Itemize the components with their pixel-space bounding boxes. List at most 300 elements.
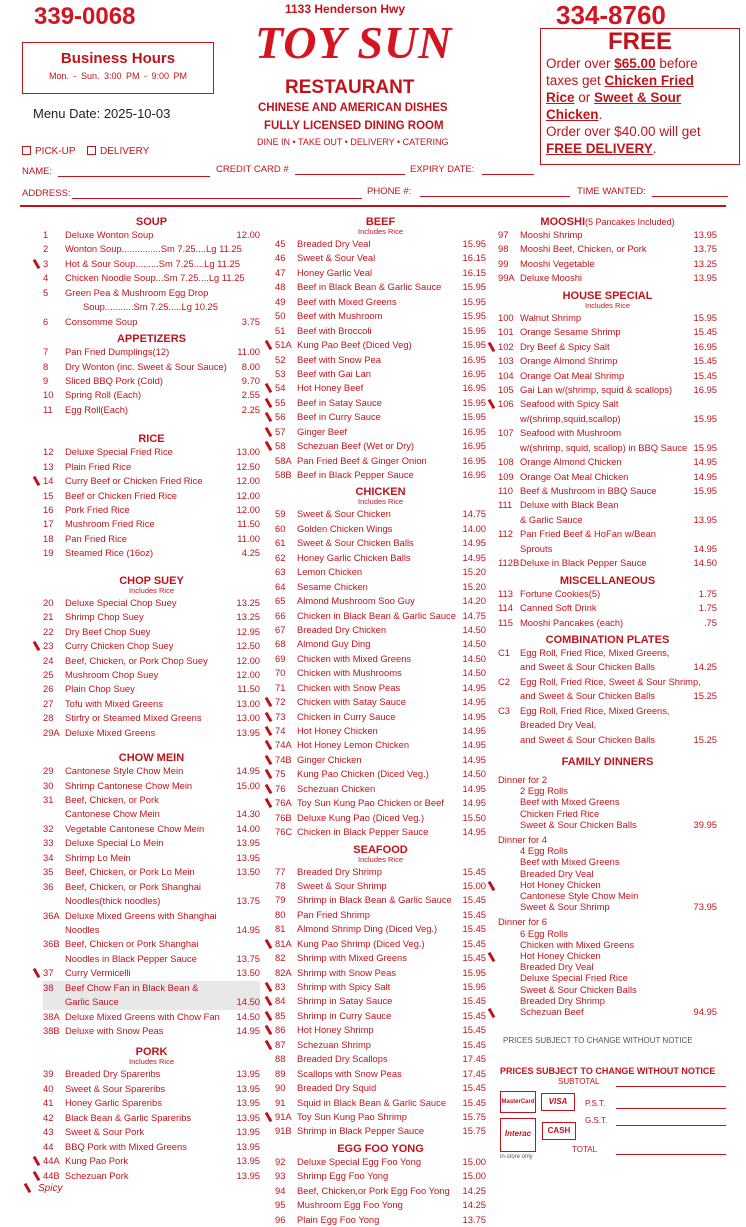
- menu-item[interactable]: [275, 724, 486, 738]
- address-field[interactable]: [72, 198, 362, 199]
- menu-item[interactable]: [43, 360, 260, 374]
- item-number: 58B: [275, 469, 292, 480]
- item-number: C2: [498, 675, 510, 687]
- menu-item[interactable]: [43, 345, 260, 359]
- item-number: 50: [275, 310, 286, 322]
- item-price: 14.75: [462, 609, 486, 621]
- menu-item[interactable]: [43, 388, 260, 402]
- item-price: 12.00: [236, 229, 260, 240]
- item-price: 15.45: [462, 1038, 486, 1050]
- menu-item[interactable]: [275, 782, 486, 796]
- menu-item[interactable]: [43, 822, 260, 836]
- item-price: 16.95: [462, 454, 486, 466]
- menu-item[interactable]: [43, 1169, 260, 1183]
- section-title: CHOP SUEY: [119, 574, 184, 587]
- item-price: 3.75: [241, 315, 260, 327]
- item-name: Plain Fried Rice: [65, 460, 132, 472]
- menu-item[interactable]: [275, 738, 486, 752]
- spicy-marker-icon: [265, 383, 273, 393]
- menu-item[interactable]: [275, 565, 486, 579]
- item-number: 1: [43, 229, 49, 240]
- menu-item[interactable]: [275, 522, 486, 536]
- item-number: 95: [275, 1199, 286, 1211]
- menu-item[interactable]: [498, 311, 717, 325]
- includes-rice-note: Includes Rice: [357, 227, 404, 236]
- item-name: Orange Sesame Shrimp: [520, 326, 621, 338]
- menu-item[interactable]: [498, 556, 717, 570]
- menu-item[interactable]: [275, 637, 486, 651]
- menu-item[interactable]: [275, 951, 486, 965]
- menu-item[interactable]: [498, 616, 717, 630]
- item-price: 16.95: [462, 353, 486, 365]
- menu-item[interactable]: [43, 807, 260, 821]
- item-price: 15.45: [462, 1082, 486, 1094]
- item-name: Fortune Cookies(5): [520, 587, 601, 599]
- menu-item[interactable]: [43, 610, 260, 624]
- menu-item[interactable]: [498, 733, 717, 747]
- item-name: Seafood with Mushroom: [520, 427, 622, 439]
- menu-item[interactable]: [43, 682, 260, 696]
- item-name: Dry Beef Chop Suey: [65, 625, 151, 637]
- menu-item[interactable]: [43, 1140, 260, 1154]
- menu-item[interactable]: [43, 668, 260, 682]
- item-number: 90: [275, 1082, 286, 1094]
- menu-item[interactable]: [498, 455, 717, 469]
- restaurant-label: RESTAURANT: [285, 77, 415, 98]
- menu-item[interactable]: [43, 937, 260, 951]
- menu-item[interactable]: [43, 697, 260, 711]
- spicy-marker-icon: [33, 476, 41, 486]
- menu-item[interactable]: [275, 980, 486, 994]
- spicy-marker-icon: [265, 398, 273, 408]
- item-price: 16.95: [462, 440, 486, 452]
- menu-column-3: [498, 212, 717, 747]
- menu-item[interactable]: [275, 966, 486, 980]
- item-number: 45: [275, 238, 286, 249]
- item-name: Shrimp in Satay Sauce: [297, 995, 393, 1007]
- item-price: 14.00: [462, 522, 486, 534]
- menu-item[interactable]: [275, 865, 486, 879]
- menu-item[interactable]: [275, 237, 486, 251]
- menu-item[interactable]: [43, 1067, 260, 1081]
- item-name: Sweet & Sour Chicken: [297, 508, 391, 520]
- menu-item[interactable]: [275, 580, 486, 594]
- item-number: 76C: [275, 826, 293, 838]
- menu-item[interactable]: [498, 527, 717, 541]
- item-number: 112: [498, 528, 513, 540]
- menu-item[interactable]: [275, 893, 486, 907]
- item-price: 15.00: [462, 1155, 486, 1167]
- menu-item[interactable]: [275, 796, 486, 810]
- item-number: 103: [498, 355, 514, 367]
- menu-item[interactable]: [43, 966, 260, 980]
- menu-item[interactable]: [275, 1009, 486, 1023]
- family-dinner-heading[interactable]: Dinner for 6: [498, 916, 547, 928]
- item-number: 62: [275, 551, 286, 563]
- menu-item[interactable]: [498, 412, 717, 426]
- section-title: COMBINATION PLATES: [545, 633, 670, 646]
- menu-item[interactable]: [498, 484, 717, 498]
- menu-item[interactable]: [498, 689, 717, 703]
- menu-item[interactable]: [275, 1198, 486, 1212]
- menu-item[interactable]: [275, 1067, 486, 1081]
- pickup-checkbox[interactable]: PICK-UP: [22, 146, 76, 157]
- menu-item[interactable]: [43, 1082, 260, 1096]
- menu-item[interactable]: [275, 767, 486, 781]
- menu-item[interactable]: [498, 601, 717, 615]
- menu-item[interactable]: [43, 726, 260, 740]
- item-price: 15.45: [693, 355, 717, 367]
- menu-item[interactable]: [43, 474, 260, 488]
- menu-item[interactable]: [43, 654, 260, 668]
- item-price: 14.30: [236, 808, 260, 820]
- menu-item[interactable]: [275, 811, 486, 825]
- item-name: Consomme Soup: [65, 315, 138, 327]
- menu-item[interactable]: [498, 513, 717, 527]
- menu-item[interactable]: [275, 536, 486, 550]
- menu-item[interactable]: [43, 779, 260, 793]
- menu-item[interactable]: [275, 681, 486, 695]
- menu-item[interactable]: [275, 825, 486, 839]
- card-field[interactable]: [295, 174, 405, 175]
- item-number: 12: [43, 446, 54, 458]
- menu-item[interactable]: [275, 937, 486, 951]
- item-number: 70: [275, 667, 286, 679]
- item-name: Schezuan Beef (Wet or Dry): [297, 440, 415, 452]
- item-number: 104: [498, 369, 514, 381]
- menu-item[interactable]: [498, 426, 717, 440]
- expiry-field[interactable]: [482, 174, 534, 175]
- menu-item[interactable]: [498, 369, 717, 383]
- item-name: Curry Chicken Chop Suey: [65, 640, 174, 652]
- item-price: 12.50: [236, 640, 260, 652]
- item-number: 36: [43, 880, 54, 892]
- menu-item[interactable]: [43, 403, 260, 417]
- menu-item[interactable]: [43, 1096, 260, 1110]
- phone-number-left[interactable]: 339-0068: [34, 3, 136, 30]
- menu-item[interactable]: [275, 1110, 486, 1124]
- menu-item[interactable]: [43, 286, 260, 300]
- item-number: 46: [275, 252, 286, 264]
- item-name: Pan Fried Beef & HoFan w/Bean: [520, 528, 657, 540]
- item-name: Schezuan Shrimp: [297, 1038, 371, 1050]
- item-number: 42: [43, 1111, 54, 1123]
- section-heading: [498, 635, 717, 646]
- menu-item[interactable]: [275, 353, 486, 367]
- menu-item[interactable]: [275, 908, 486, 922]
- item-number: 40: [43, 1082, 54, 1094]
- menu-item[interactable]: [43, 596, 260, 610]
- interac-note: in-store only: [500, 1154, 533, 1160]
- item-name: Noodles in Black Pepper Sauce: [65, 952, 197, 964]
- menu-item[interactable]: [275, 468, 486, 482]
- menu-item[interactable]: [275, 1081, 486, 1095]
- item-price: 13.75: [236, 895, 260, 907]
- menu-item[interactable]: [43, 995, 260, 1009]
- item-price: 11.00: [237, 346, 260, 358]
- menu-item[interactable]: [43, 894, 260, 908]
- total-label: TOTAL: [572, 1145, 598, 1154]
- menu-item[interactable]: [275, 309, 486, 323]
- menu-item[interactable]: [498, 542, 717, 556]
- menu-item[interactable]: [43, 546, 260, 560]
- phone-label: PHONE #:: [367, 186, 412, 197]
- item-price: 11.00: [237, 532, 260, 544]
- item-price: 15.45: [693, 369, 717, 381]
- item-price: 16.95: [693, 340, 717, 352]
- menu-item[interactable]: [275, 666, 486, 680]
- menu-item[interactable]: [275, 367, 486, 381]
- menu-item[interactable]: [498, 340, 717, 354]
- menu-item[interactable]: [43, 228, 260, 242]
- menu-item[interactable]: [43, 503, 260, 517]
- spacer: [43, 417, 260, 429]
- menu-item[interactable]: [498, 325, 717, 339]
- item-price: .75: [703, 616, 717, 628]
- menu-item[interactable]: [43, 909, 260, 923]
- total-field[interactable]: [616, 1154, 726, 1155]
- menu-item[interactable]: [275, 324, 486, 338]
- menu-item[interactable]: [275, 594, 486, 608]
- gst-field[interactable]: [616, 1125, 726, 1126]
- item-name: Ginger Beef: [297, 425, 348, 437]
- menu-item[interactable]: [43, 460, 260, 474]
- item-number: 85: [275, 1009, 286, 1021]
- menu-item[interactable]: [275, 396, 486, 410]
- item-name: Deluxe Mooshi: [520, 272, 583, 284]
- item-number: 72: [275, 696, 286, 708]
- item-price: 14.50: [462, 638, 486, 650]
- item-number: 74B: [275, 753, 292, 765]
- item-price: 14.50: [462, 623, 486, 635]
- item-price: 14.75: [462, 508, 486, 520]
- menu-item[interactable]: [275, 338, 486, 352]
- item-price: 15.95: [462, 324, 486, 336]
- item-name: Orange Almond Shrimp: [520, 355, 618, 367]
- menu-item[interactable]: [498, 242, 717, 256]
- item-number: 14: [43, 475, 54, 487]
- item-name: Plain Egg Foo Yong: [297, 1213, 380, 1225]
- menu-item[interactable]: [275, 1023, 486, 1037]
- item-number: 109: [498, 470, 514, 482]
- menu-item[interactable]: [498, 718, 717, 732]
- menu-item[interactable]: [43, 257, 260, 271]
- menu-item[interactable]: [498, 704, 717, 718]
- menu-item[interactable]: [275, 454, 486, 468]
- item-name: Pan Fried Shrimp: [297, 908, 370, 920]
- spicy-marker-icon: [488, 342, 496, 352]
- menu-item[interactable]: [275, 879, 486, 893]
- free-title: FREE: [607, 28, 672, 55]
- menu-item[interactable]: [498, 383, 717, 397]
- menu-item[interactable]: [275, 266, 486, 280]
- item-name: Shrimp Chop Suey: [65, 611, 144, 623]
- menu-item[interactable]: [275, 439, 486, 453]
- subtotal-field[interactable]: [616, 1086, 726, 1087]
- menu-item[interactable]: [43, 300, 260, 314]
- menu-item[interactable]: [43, 764, 260, 778]
- item-price: 14.20: [462, 595, 486, 607]
- menu-item[interactable]: [43, 639, 260, 653]
- item-name: Cantonese Style Chow Mein: [65, 765, 184, 777]
- item-name: Breaded Dry Scallops: [297, 1053, 388, 1065]
- menu-item[interactable]: [275, 1184, 486, 1198]
- menu-item[interactable]: [275, 609, 486, 623]
- menu-item[interactable]: [275, 922, 486, 936]
- item-price: 12.00: [236, 654, 260, 666]
- menu-item[interactable]: [498, 271, 717, 285]
- item-name: Beef, Chicken,or Pork Egg Foo Yong: [297, 1184, 450, 1196]
- menu-item[interactable]: [43, 952, 260, 966]
- menu-item[interactable]: [43, 625, 260, 639]
- item-name: Chicken with Mixed Greens: [297, 652, 412, 664]
- menu-item[interactable]: [275, 753, 486, 767]
- menu-item[interactable]: [498, 397, 717, 411]
- subtitle-services: DINE IN • TAKE OUT • DELIVERY • CATERING: [257, 137, 449, 147]
- name-field[interactable]: [58, 176, 210, 177]
- item-price: 15.95: [462, 396, 486, 408]
- menu-item[interactable]: [43, 532, 260, 546]
- family-item-text: Beef with Mixed Greens: [520, 856, 620, 868]
- menu-item[interactable]: [275, 1155, 486, 1169]
- menu-item[interactable]: [275, 652, 486, 666]
- menu-item[interactable]: [43, 374, 260, 388]
- item-number: 112B: [498, 557, 520, 569]
- menu-item[interactable]: [43, 923, 260, 937]
- item-price: 13.00: [236, 697, 260, 709]
- menu-item[interactable]: [43, 445, 260, 459]
- item-name: Deluxe in Black Pepper Sauce: [520, 557, 647, 569]
- item-number: 15: [43, 489, 54, 501]
- menu-item[interactable]: [498, 498, 717, 512]
- menu-item[interactable]: [43, 489, 260, 503]
- menu-item[interactable]: [43, 1010, 260, 1024]
- menu-item[interactable]: [275, 623, 486, 637]
- item-number: 74: [275, 725, 286, 736]
- menu-item[interactable]: [498, 228, 717, 242]
- menu-item[interactable]: [498, 587, 717, 601]
- menu-item[interactable]: [43, 836, 260, 850]
- menu-item[interactable]: [43, 1154, 260, 1168]
- item-name: Orange Almond Chicken: [520, 456, 622, 468]
- spicy-marker-icon: [488, 399, 496, 409]
- menu-item[interactable]: [43, 242, 260, 256]
- menu-item[interactable]: [498, 646, 717, 660]
- menu-item[interactable]: [275, 1169, 486, 1183]
- menu-item[interactable]: [498, 660, 717, 674]
- menu-item[interactable]: [498, 257, 717, 271]
- menu-item[interactable]: [43, 271, 260, 285]
- family-dinner-heading[interactable]: Dinner for 2: [498, 774, 547, 785]
- menu-item[interactable]: [43, 1111, 260, 1125]
- item-name: Sweet & Sour Shrimp: [297, 879, 387, 891]
- phone-field[interactable]: [420, 196, 570, 197]
- menu-item[interactable]: [275, 280, 486, 294]
- item-price: 4.25: [241, 547, 260, 559]
- item-price: 15.95: [462, 966, 486, 978]
- menu-item[interactable]: [275, 1213, 486, 1227]
- item-name: Sesame Chicken: [297, 580, 368, 592]
- menu-item[interactable]: [498, 441, 717, 455]
- menu-item[interactable]: [43, 1125, 260, 1139]
- item-name: Shrimp in Black Pepper Sauce: [297, 1125, 425, 1137]
- menu-item[interactable]: [43, 711, 260, 725]
- menu-item[interactable]: [498, 470, 717, 484]
- menu-item[interactable]: [275, 551, 486, 565]
- menu-item[interactable]: [43, 517, 260, 531]
- menu-item[interactable]: [43, 1024, 260, 1038]
- item-number: 10: [43, 389, 54, 401]
- item-name: Sweet & Sour Chicken Balls: [297, 537, 414, 549]
- item-price: 15.95: [462, 339, 486, 351]
- family-dinner-heading[interactable]: Dinner for 4: [498, 834, 547, 846]
- spicy-marker-icon: [265, 1011, 273, 1021]
- menu-item[interactable]: [43, 880, 260, 894]
- menu-item[interactable]: [275, 1038, 486, 1052]
- menu-item[interactable]: [43, 851, 260, 865]
- time-wanted-field[interactable]: [652, 196, 728, 197]
- menu-item[interactable]: [275, 410, 486, 424]
- menu-item[interactable]: [275, 1124, 486, 1138]
- item-name: Dry Beef & Spicy Salt: [520, 340, 610, 352]
- item-number: 22: [43, 625, 54, 637]
- item-price: 15.75: [462, 1110, 486, 1122]
- family-item-text: Cantonese Style Chow Mein: [520, 890, 639, 902]
- section-heading: [43, 334, 260, 345]
- menu-item[interactable]: [43, 981, 260, 995]
- menu-item[interactable]: [275, 507, 486, 521]
- menu-item[interactable]: [43, 315, 260, 329]
- phone-number-right[interactable]: 334-8760: [556, 0, 666, 30]
- menu-item[interactable]: [275, 295, 486, 309]
- item-name: Deluxe Wonton Soup: [65, 229, 154, 240]
- menu-item[interactable]: [275, 994, 486, 1008]
- item-name: Spring Roll (Each): [65, 389, 142, 401]
- menu-item[interactable]: [43, 865, 260, 879]
- menu-item[interactable]: [43, 793, 260, 807]
- menu-item[interactable]: [275, 425, 486, 439]
- item-name: Shrimp Cantonese Chow Mein: [65, 779, 193, 791]
- menu-item[interactable]: [275, 1096, 486, 1110]
- item-number: 55: [275, 396, 286, 408]
- item-number: 63: [275, 566, 286, 578]
- checkbox-box[interactable]: [87, 146, 96, 155]
- item-name: Breaded Dry Veal: [297, 238, 371, 249]
- subtitle-dishes: CHINESE AND AMERICAN DISHES: [258, 102, 448, 114]
- item-price: 13.95: [693, 513, 717, 525]
- menu-item[interactable]: [498, 354, 717, 368]
- menu-item[interactable]: [275, 251, 486, 265]
- item-price: 14.95: [462, 782, 486, 794]
- item-name: Vegetable Cantonese Chow Mein: [65, 822, 205, 834]
- delivery-checkbox[interactable]: DELIVERY: [87, 146, 149, 157]
- menu-item[interactable]: [275, 1052, 486, 1066]
- menu-item[interactable]: [275, 695, 486, 709]
- address-label: ADDRESS:: [22, 188, 71, 199]
- item-number: 54: [275, 382, 286, 394]
- item-price: 15.00: [462, 879, 486, 891]
- checkbox-box[interactable]: [22, 146, 31, 155]
- pst-field[interactable]: [616, 1108, 726, 1109]
- menu-item[interactable]: [498, 675, 717, 689]
- item-name: Chicken in Black Bean & Garlic Sauce: [297, 609, 456, 621]
- item-name: Beef, Chicken, or Pork: [65, 794, 159, 805]
- item-name: Breaded Dry Spareribs: [65, 1068, 161, 1080]
- spicy-marker-icon: [265, 982, 273, 992]
- menu-item[interactable]: [275, 381, 486, 395]
- menu-item[interactable]: [275, 710, 486, 724]
- item-name: Deluxe Mixed Greens with Shanghai: [65, 909, 217, 921]
